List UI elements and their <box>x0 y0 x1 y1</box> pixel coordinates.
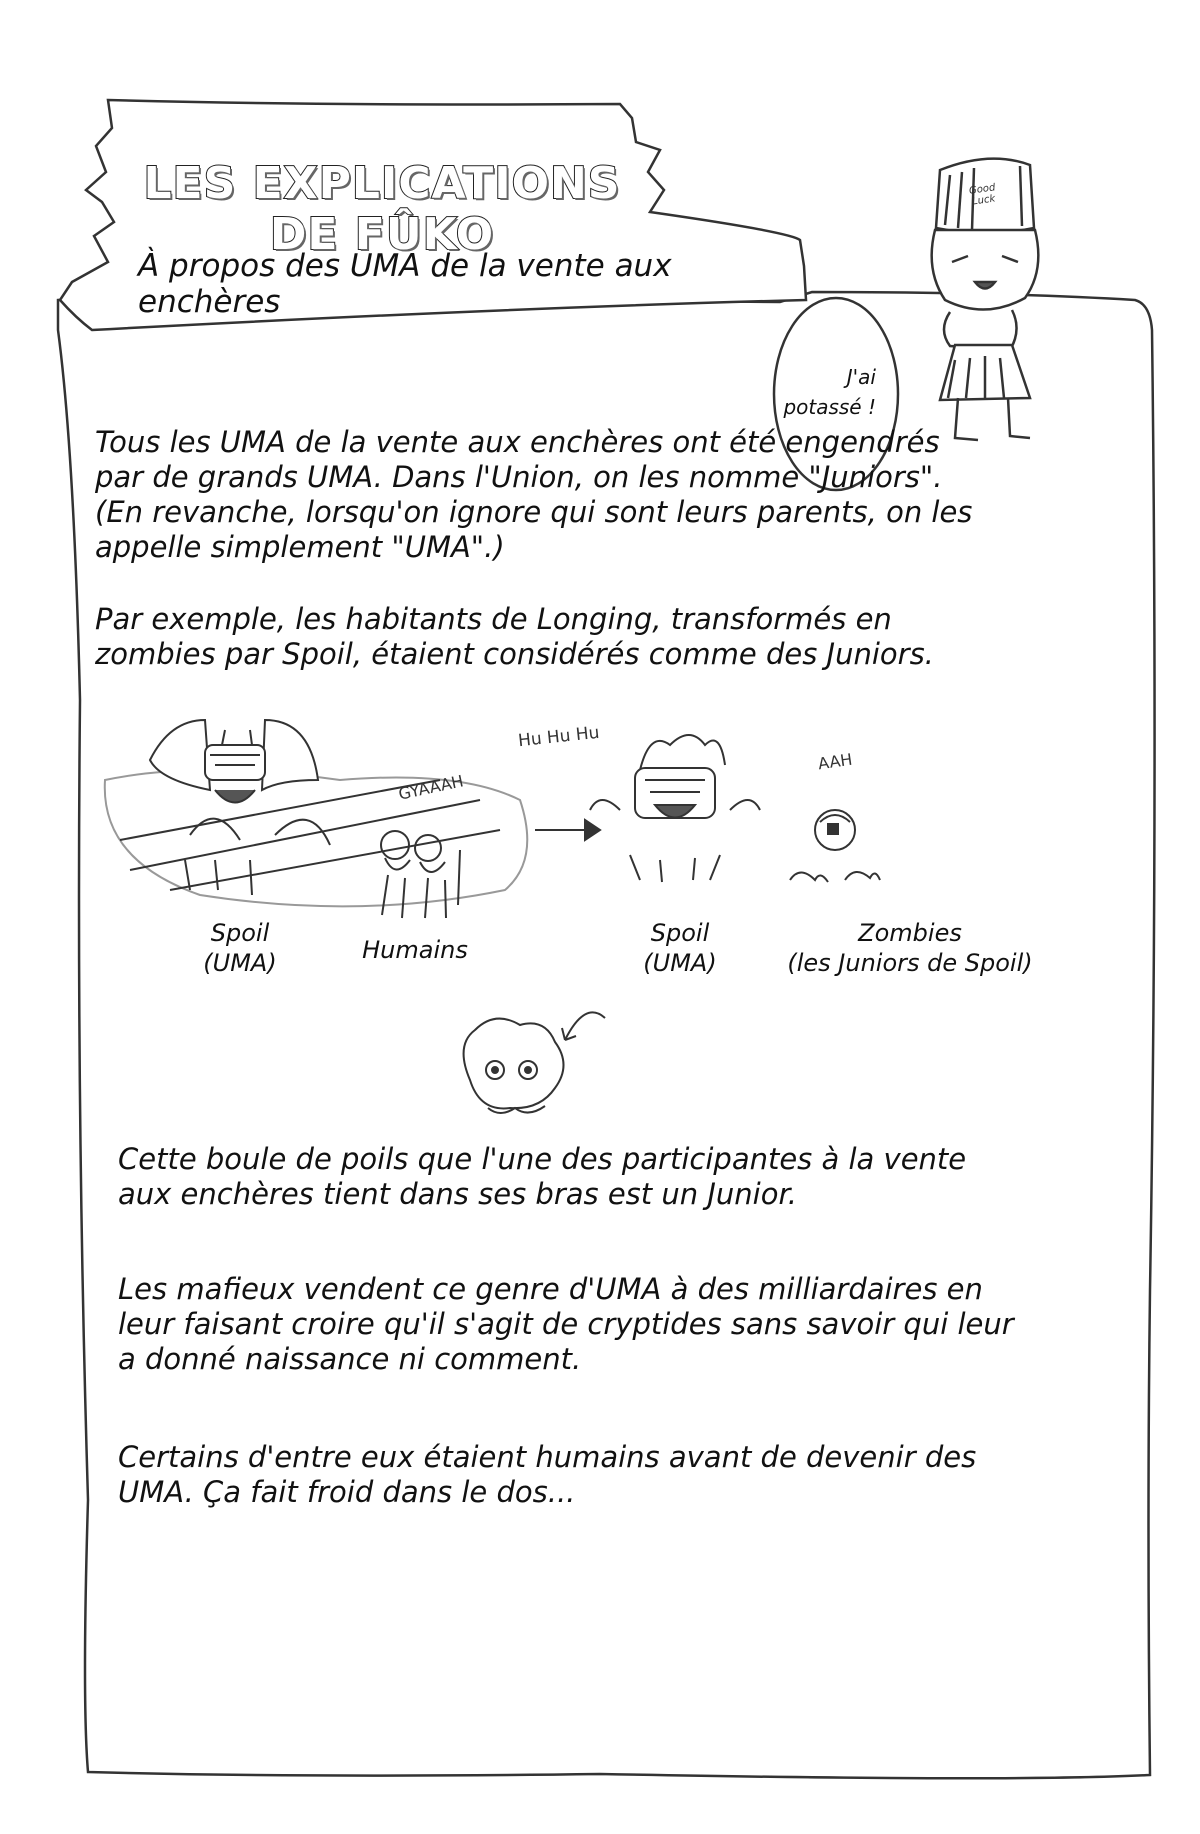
paragraph-longing-example: Par exemple, les habitants de Longing, transformés en zombies par Spoil, étaient considérés comme des Juniors. <box>95 602 934 671</box>
sfx-gyaaah: GYAAAH <box>396 771 466 804</box>
paragraph-former-humans: Certains d'entre eux étaient humains avant de devenir des UMA. Ça fait froid dans le dos... <box>118 1440 977 1509</box>
caption-spoil-left-type: (UMA) <box>203 949 277 977</box>
spoil-right-illustration <box>590 735 760 882</box>
cap-sign-line2: Luck <box>971 193 997 208</box>
paragraph-fur-ball: Cette boule de poils que l'une des participantes à la vente aux enchères tient dans ses bras est un Junior. <box>118 1142 967 1211</box>
zombie-illustration <box>790 810 880 882</box>
paragraph-mafia: Les mafieux vendent ce genre d'UMA à des milliardaires en leur faisant croire qu'il s'agit de cryptides sans savoir qui leur a donné naissance ni comment. <box>118 1272 1014 1376</box>
paragraph-juniors-definition: Tous les UMA de la vente aux enchères ont été engendrés par de grands UMA. Dans l'Union, on les nomme "Juniors". (En revanche, lorsqu'on ignore qui sont leurs parents, on les appelle simplement "UMA".) <box>95 425 973 564</box>
caption-zombies-desc: (les Juniors de Spoil) <box>787 949 1033 977</box>
cap-sign-line1: Good <box>968 182 997 197</box>
caption-spoil-left-name: Spoil <box>210 919 270 947</box>
caption-spoil-left <box>180 918 300 978</box>
spoil-left-illustration <box>105 720 528 906</box>
arrow-right <box>535 820 600 840</box>
page-title: LES EXPLICATIONS DE FÛKO <box>143 158 621 260</box>
speech-bubble-line1: J'ai <box>846 365 876 389</box>
sfx-aah: AAH <box>816 749 854 774</box>
caption-spoil-right <box>620 918 740 978</box>
page-subtitle: À propos des UMA de la vente aux enchères <box>138 248 672 320</box>
sfx-huhuhu: Hu Hu Hu <box>517 722 601 752</box>
speech-bubble-line2: potassé ! <box>783 395 876 419</box>
caption-spoil-right-type: (UMA) <box>643 949 717 977</box>
caption-spoil-right-name: Spoil <box>650 919 710 947</box>
caption-zombies <box>780 918 1040 978</box>
fur-ball-illustration <box>464 1012 605 1113</box>
caption-humains: Humains <box>362 936 468 964</box>
caption-zombies-name: Zombies <box>858 919 962 947</box>
speech-bubble-text <box>772 362 876 422</box>
